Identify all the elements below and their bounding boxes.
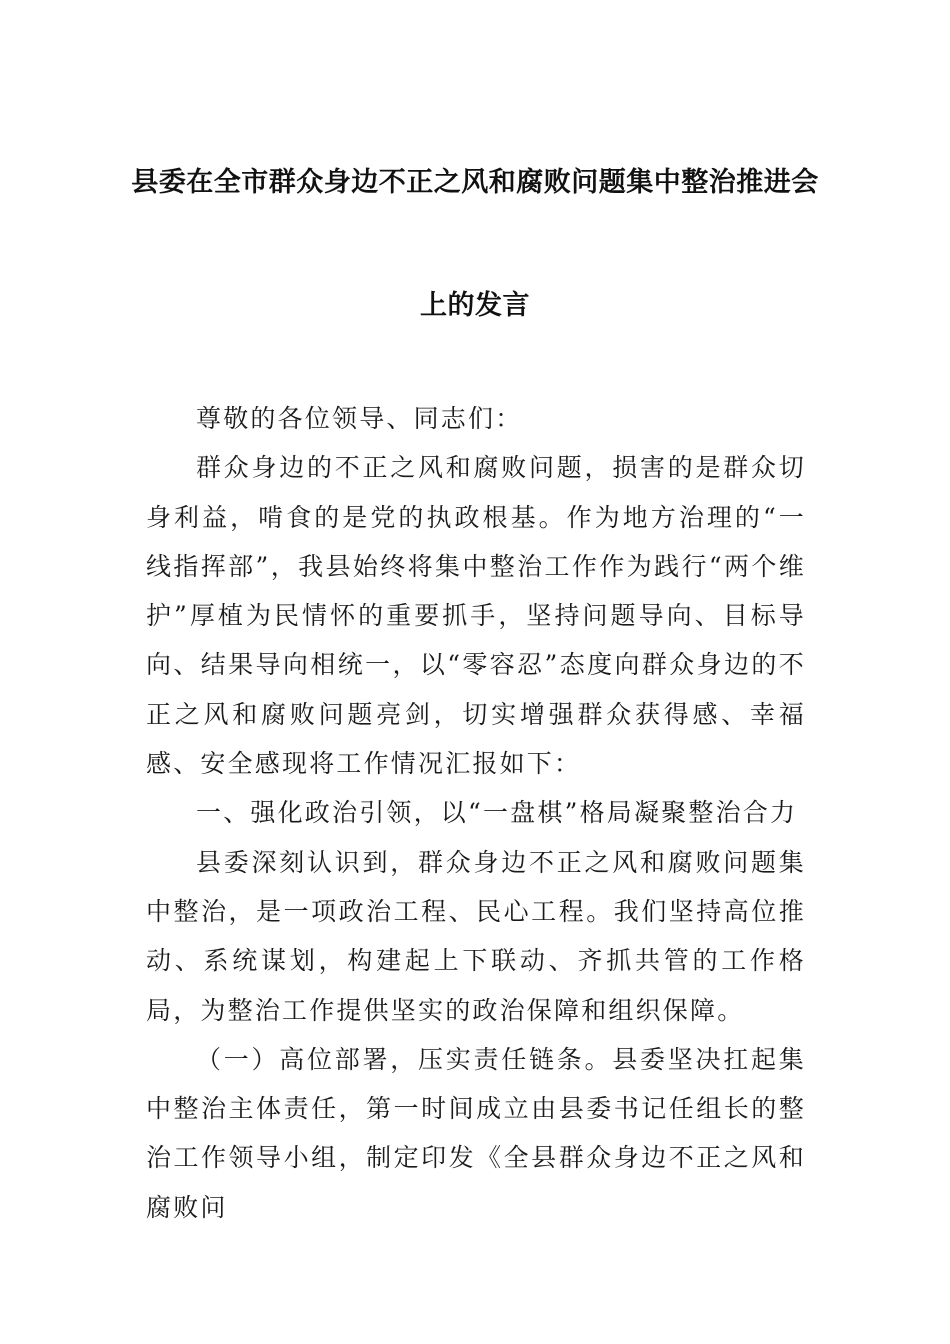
paragraph-section-1: 县委深刻认识到，群众身边不正之风和腐败问题集中整治，是一项政治工程、民心工程。我们坚持高位推动、系统谋划，构建起上下联动、齐抓共管的工作格局，为整治工作提供坚实的政治保障和组织保障。 (146, 847, 806, 1025)
salutation: 尊敬的各位领导、同志们： (196, 404, 523, 433)
document-body (146, 394, 806, 1232)
paragraph-subsection-1: （一）高位部署，压实责任链条。县委坚决扛起集中整治主体责任，第一时间成立由县委书记任组长的整治工作领导小组，制定印发《全县群众身边不正之风和腐败问 (146, 1044, 806, 1222)
document-title-line-1: 县委在全市群众身边不正之风和腐败问题集中整治推进会 (131, 167, 819, 198)
section-heading-1: 一、强化政治引领，以“一盘棋”格局凝聚整治合力 (196, 798, 798, 828)
document-title-line-2: 上的发言 (420, 290, 530, 321)
paragraph-intro: 群众身边的不正之风和腐败问题，损害的是群众切身利益，啃食的是党的执政根基。作为地方治理的“一线指挥部”，我县始终将集中整治工作作为践行“两个维护”厚植为民情怀的重要抓手，坚持问题导向、目标导向、结果导向相统一，以“零容忍”态度向群众身边的不正之风和腐败问题亮剑，切实增强群众获得感、幸福感、安全感现将工作情况汇报如下： (146, 453, 806, 779)
